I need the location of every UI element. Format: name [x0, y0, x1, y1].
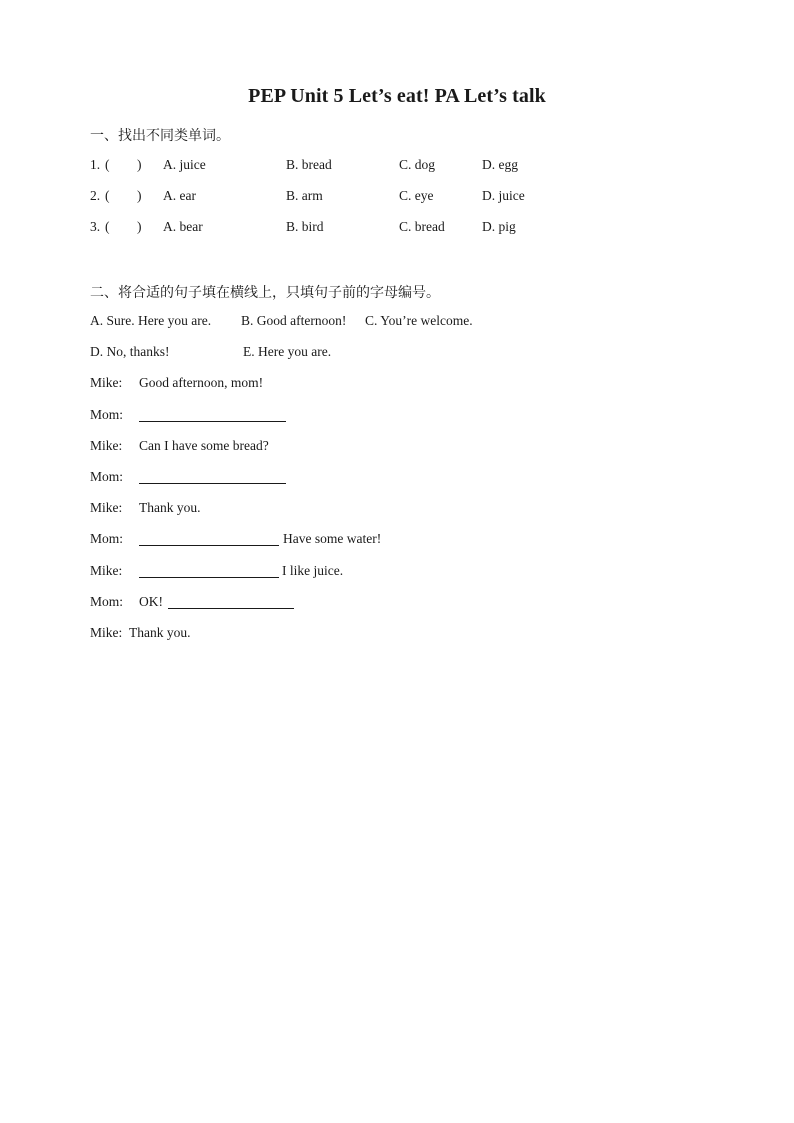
speaker-label: Mike:	[90, 375, 123, 390]
option-a: A. bear	[163, 219, 203, 234]
section1-heading: 一、找出不同类单词。	[90, 128, 230, 144]
section2-heading: 二、将合适的句子填在横线上，只填句子前的字母编号。	[90, 285, 440, 301]
sentence-option-c: C. You’re welcome.	[365, 313, 473, 328]
answer-blank[interactable]	[139, 407, 286, 422]
dialogue-text: Thank you.	[139, 500, 201, 515]
speaker-label: Mom:	[90, 594, 124, 609]
dialogue-line-9	[90, 625, 710, 645]
speaker-label: Mom:	[90, 407, 124, 422]
sentence-option-b: B. Good afternoon!	[241, 313, 347, 328]
sentence-option-e: E. Here you are.	[243, 344, 332, 359]
option-a: A. ear	[163, 188, 196, 203]
answer-paren-close: )	[137, 157, 142, 172]
speaker-label: Mike:	[90, 438, 123, 453]
option-c: C. dog	[399, 157, 436, 172]
page-title: PEP Unit 5 Let’s eat! PA Let’s talk	[248, 85, 546, 107]
option-c: C. bread	[399, 219, 445, 234]
option-c: C. eye	[399, 188, 434, 203]
dialogue-line-7	[90, 563, 710, 583]
sentence-option-a: A. Sure. Here you are.	[90, 313, 212, 328]
option-d: D. juice	[482, 188, 525, 203]
question-number: 1.	[90, 157, 101, 172]
dialogue-text: Have some water!	[283, 531, 382, 546]
option-b: B. bird	[286, 219, 324, 234]
question-row-2	[90, 188, 690, 206]
answer-blank[interactable]	[139, 469, 286, 484]
answer-paren-open: (	[105, 188, 110, 203]
option-d: D. pig	[482, 219, 516, 234]
speaker-label: Mom:	[90, 469, 124, 484]
dialogue-line-3	[90, 438, 710, 458]
option-b: B. arm	[286, 188, 323, 203]
sentence-options-row-1	[90, 313, 710, 331]
speaker-label: Mike:	[90, 563, 123, 578]
blank-wrapper	[139, 531, 279, 550]
speaker-label: Mike:	[90, 625, 123, 640]
option-a: A. juice	[163, 157, 206, 172]
question-row-3	[90, 219, 690, 237]
option-b: B. bread	[286, 157, 332, 172]
blank-wrapper	[168, 594, 294, 613]
blank-wrapper	[139, 563, 279, 582]
speaker-label: Mike:	[90, 500, 123, 515]
dialogue-line-2	[90, 407, 710, 427]
dialogue-text: OK!	[139, 594, 163, 609]
sentence-option-d: D. No, thanks!	[90, 344, 170, 359]
dialogue-text: Can I have some bread?	[139, 438, 269, 453]
dialogue-line-5	[90, 500, 710, 520]
answer-paren-open: (	[105, 157, 110, 172]
dialogue-line-6	[90, 531, 710, 551]
sentence-options-row-2	[90, 344, 710, 362]
answer-paren-close: )	[137, 188, 142, 203]
dialogue-text: Good afternoon, mom!	[139, 375, 264, 390]
answer-blank[interactable]	[168, 594, 294, 609]
dialogue-line-1	[90, 375, 710, 395]
blank-wrapper	[139, 407, 286, 426]
answer-blank[interactable]	[139, 563, 279, 578]
answer-blank[interactable]	[139, 531, 279, 546]
question-number: 3.	[90, 219, 101, 234]
dialogue-text: I like juice.	[282, 563, 344, 578]
answer-paren-close: )	[137, 219, 142, 234]
question-row-1	[90, 157, 690, 175]
dialogue-line-8	[90, 594, 710, 614]
blank-wrapper	[139, 469, 286, 488]
speaker-label: Mom:	[90, 531, 124, 546]
question-number: 2.	[90, 188, 101, 203]
dialogue-text: Thank you.	[129, 625, 191, 640]
dialogue-line-4	[90, 469, 710, 489]
option-d: D. egg	[482, 157, 518, 172]
answer-paren-open: (	[105, 219, 110, 234]
